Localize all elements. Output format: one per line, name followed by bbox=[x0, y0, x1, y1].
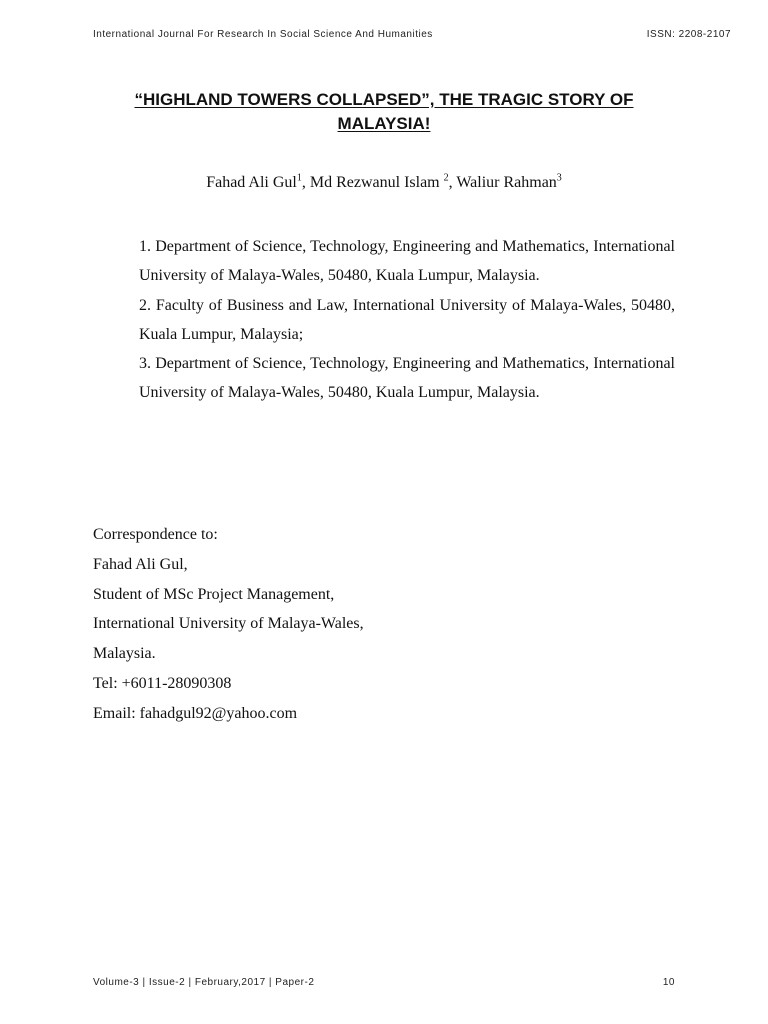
correspondence-block bbox=[93, 520, 675, 729]
correspondence-country: Malaysia. bbox=[93, 645, 156, 663]
footer-citation: Volume-3 | Issue-2 | February,2017 | Paper-2 bbox=[93, 977, 315, 988]
author-name: Fahad Ali Gul bbox=[206, 174, 297, 191]
author-affiliation-marker: 1 bbox=[296, 172, 302, 184]
correspondence-heading: Correspondence to: bbox=[93, 526, 218, 543]
running-header bbox=[93, 29, 731, 45]
page-footer bbox=[93, 977, 675, 993]
author-affiliation-marker: 2 bbox=[443, 172, 449, 184]
affiliation-3: 3. Department of Science, Technology, Engineering and Mathematics, International University of Malaya-Wales, 50480, Kuala Lumpur, Malaysia. bbox=[139, 355, 675, 402]
journal-name: International Journal For Research In Social Science And Humanities bbox=[93, 29, 433, 40]
correspondence-name: Fahad Ali Gul, bbox=[93, 555, 188, 573]
paper-title bbox=[120, 88, 648, 136]
correspondence-email: Email: fahadgul92@yahoo.com bbox=[93, 704, 298, 722]
affiliation-2: 2. Faculty of Business and Law, International University of Malaya-Wales, 50480, Kuala Lumpur, Malaysia; bbox=[139, 296, 675, 343]
paper-title-line-2: MALAYSIA! bbox=[337, 114, 431, 133]
author-name: Waliur Rahman bbox=[456, 174, 557, 191]
affiliation-list bbox=[139, 232, 675, 408]
author-name: Md Rezwanul Islam bbox=[309, 174, 444, 191]
author-list: Fahad Ali Gul$^1$, Md Rezwanul Islam $^2$, Waliur Rahman$^3$ bbox=[206, 172, 562, 191]
issn: ISSN: 2208-2107 bbox=[646, 29, 731, 40]
author-affiliation-marker: 3 bbox=[556, 172, 562, 184]
affiliation-1: 1. Department of Science, Technology, Engineering and Mathematics, International University of Malaya-Wales, 50480, Kuala Lumpur, Malaysia. bbox=[139, 238, 675, 285]
page-number: 10 bbox=[662, 977, 675, 988]
paper-title-line-1: “HIGHLAND TOWERS COLLAPSED”, THE TRAGIC STORY OF bbox=[134, 90, 634, 109]
correspondence-institution: International University of Malaya-Wales, bbox=[93, 615, 364, 633]
correspondence-tel: Tel: +6011-28090308 bbox=[93, 674, 232, 692]
correspondence-role: Student of MSc Project Management, bbox=[93, 585, 335, 603]
